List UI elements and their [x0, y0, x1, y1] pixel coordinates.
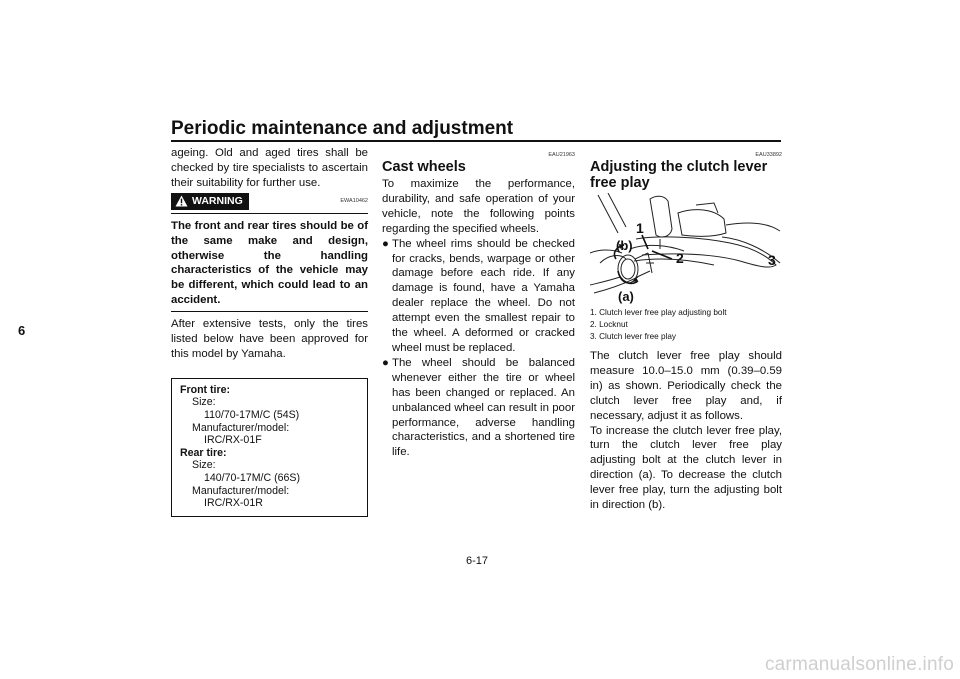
figure-callout-2: 2 — [676, 250, 684, 266]
list-item — [382, 237, 575, 356]
clutch-adjust-paragraph: To increase the clutch lever free play, turn the clutch lever free play adjusting bolt at the clutch lever in direction (a). To decrease the clutch lever free play, turn the adjusting bolt in direction (b). — [590, 424, 782, 512]
warning-top-rule — [171, 213, 368, 214]
warning-text: The front and rear tires should be of the same make and design, otherwise the handling characteristics of the vehicle may be different, which could lead to an accident. — [171, 219, 368, 307]
figure-label-b: (b) — [616, 238, 633, 253]
figure-captions — [590, 307, 782, 343]
warning-code: EWA10462 — [340, 197, 368, 204]
front-tire-label: Front tire: — [180, 383, 231, 396]
caption-item: 1. Clutch lever free play adjusting bolt — [590, 308, 727, 317]
caption-item: 2. Locknut — [590, 320, 628, 329]
rear-size-value: 140/70-17M/C (66S) — [204, 472, 300, 485]
figure-callout-3: 3 — [768, 252, 776, 268]
list-item — [382, 356, 575, 460]
cast-wheels-heading: Cast wheels — [382, 159, 466, 175]
tire-spec-box — [171, 378, 368, 517]
front-manufacturer-value: IRC/RX-01F — [204, 434, 262, 447]
warning-triangle-icon — [175, 195, 188, 207]
approved-tires-paragraph: After extensive tests, only the tires listed below have been approved for this model by Yamaha. — [171, 318, 368, 360]
cast-wheels-intro: To maximize the performance, durability, and safe operation of your vehicle, note the following points regarding the specified wheels. — [382, 178, 575, 235]
clutch-free-play-paragraph: The clutch lever free play should measure 10.0–15.0 mm (0.39–0.59 in) as shown. Periodically check the clutch lever free play and, if necessary, adjust it as follows. — [590, 350, 782, 422]
figure-callout-1: 1 — [636, 220, 644, 236]
clutch-lever-illustration — [590, 193, 782, 305]
rear-tire-label: Rear tire: — [180, 446, 227, 459]
column-tires — [171, 146, 368, 517]
tires-intro-paragraph: ageing. Old and aged tires shall be checked by tire specialists to ascertain their suitability for further use. — [171, 147, 368, 189]
rear-manufacturer-value: IRC/RX-01R — [204, 497, 263, 510]
warning-badge — [171, 193, 249, 210]
column-cast-wheels — [382, 152, 575, 460]
cast-wheels-code: EAU21963 — [548, 152, 575, 158]
page-header-title: Periodic maintenance and adjustment — [171, 118, 514, 139]
page-number: 6-17 — [466, 555, 489, 567]
front-size-value: 110/70-17M/C (54S) — [204, 409, 300, 422]
bullet-icon: ● — [382, 356, 389, 369]
clutch-section-code: EAU33892 — [755, 152, 782, 158]
bullet-text: The wheel should be balanced whenever either the tire or wheel has been changed or replaced. An unbalanced wheel can result in poor performance, adverse handling characteristics, and a shortened tire life. — [392, 356, 575, 459]
warning-header — [171, 193, 368, 210]
front-manufacturer-label: Manufacturer/model: — [192, 421, 290, 434]
rear-size-label: Size: — [192, 459, 216, 472]
caption-item: 3. Clutch lever free play — [590, 332, 677, 341]
front-size-label: Size: — [192, 396, 216, 409]
header-rule — [171, 140, 781, 142]
warning-bottom-rule — [171, 311, 368, 312]
clutch-heading: Adjusting the clutch lever free play — [590, 159, 768, 191]
watermark: carmanualsonline.info — [764, 654, 954, 675]
chapter-tab: 6 — [18, 323, 26, 338]
figure-label-a: (a) — [618, 289, 634, 304]
bullet-icon: ● — [382, 237, 389, 250]
column-clutch-adjust — [590, 152, 782, 513]
rear-manufacturer-label: Manufacturer/model: — [192, 484, 290, 497]
warning-label: WARNING — [192, 194, 243, 207]
bullet-text: The wheel rims should be checked for cracks, bends, warpage or other damage before each ride. If any damage is found, have a Yamaha dealer replace the wheel. Do not attempt even the smallest repair to the wheel. A deformed or cracked wheel must be replaced. — [392, 237, 575, 354]
